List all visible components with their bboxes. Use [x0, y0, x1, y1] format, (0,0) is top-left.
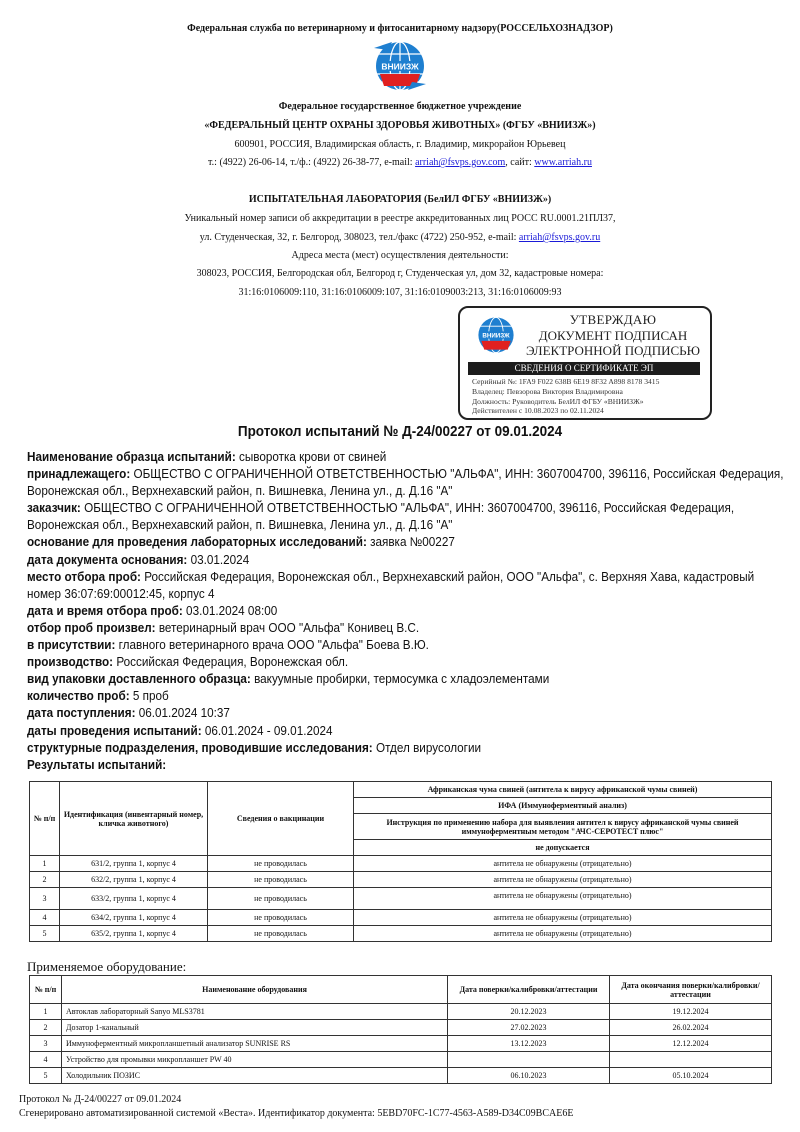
- eq-num-header: № п/п: [30, 976, 62, 1004]
- eq-name-header: Наименование оборудования: [62, 976, 448, 1004]
- field-customer: заказчик: ОБЩЕСТВО С ОГРАНИЧЕННОЙ ОТВЕТСТВЕННОСТЬЮ "АЛЬФА", ИНН: 3607004700, 396116, Российская Федерация, Воронежская обл., Верхнехавский район, п. Вишневка, Ленина ул., д. Д.16 "А": [27, 501, 735, 533]
- stamp-position: Должность: Руководитель БелИЛ ФГБУ «ВНИИЗЖ»: [472, 396, 644, 406]
- equipment-heading: Применяемое оборудование:: [27, 959, 187, 974]
- eq-end-date-header: Дата окончания поверки/калибровки/аттестации: [610, 976, 772, 1004]
- col-method-header: ИФА (Иммуноферментный анализ): [354, 798, 772, 814]
- institution-type: Федеральное государственное бюджетное учреждение: [278, 101, 522, 112]
- lab-address: [0, 232, 800, 243]
- col-num-header: № п/п: [30, 782, 60, 856]
- lab-cadastral-numbers: 31:16:0106009:110, 31:16:0106009:107, 31:16:0109003:213, 31:16:0106009:93: [238, 287, 562, 298]
- field-receipt-date: дата поступления: 06.01.2024 10:37: [27, 706, 230, 721]
- equipment-table: [29, 975, 772, 1084]
- eq-date-header: Дата поверки/калибровки/аттестации: [448, 976, 610, 1004]
- table-row: 2 Дозатор 1-канальный 27.02.2023 26.02.2024: [30, 1020, 772, 1036]
- email-link[interactable]: arriah@fsvps.gov.com: [415, 157, 506, 168]
- field-in-presence: в присутствии: главного ветеринарного врача ООО "Альфа" Боева В.Ю.: [27, 638, 429, 653]
- results-table: [29, 781, 772, 942]
- stamp-logo-icon: [474, 314, 518, 356]
- table-row: 5 635/2, группа 1, корпус 4 не проводилась антитела не обнаружены (отрицательно): [30, 926, 772, 942]
- col-disease-header: Африканская чума свиней (антитела к вирусу африканской чумы свиней): [354, 782, 772, 798]
- table-row: 4 634/2, группа 1, корпус 4 не проводилась антитела не обнаружены (отрицательно): [30, 910, 772, 926]
- table-row: 1 Автоклав лабораторный Sanyo MLS3781 20.12.2023 19.12.2024: [30, 1004, 772, 1020]
- field-sample-count: количество проб: 5 проб: [27, 689, 169, 704]
- vniizzh-logo-icon: [370, 38, 430, 94]
- lab-activity-address: 308023, РОССИЯ, Белгородская обл, Белгород г, Студенческая ул, дом 32, кадастровые номера:: [196, 268, 604, 279]
- stamp-signed: ДОКУМЕНТ ПОДПИСАН: [538, 328, 688, 343]
- table-row: 2 632/2, группа 1, корпус 4 не проводилась антитела не обнаружены (отрицательно): [30, 872, 772, 888]
- field-sampling-place: место отбора проб: Российская Федерация, Воронежская обл., Верхнехавский район, ООО "Альфа", с. Верхняя Хава, кадастровый номер 36:07:69:00012:45, корпус 4: [27, 569, 755, 601]
- table-row: 3 633/2, группа 1, корпус 4 не проводилась антитела не обнаружены (отрицательно): [30, 888, 772, 910]
- stamp-approve: УТВЕРЖДАЮ: [569, 312, 657, 327]
- svg-text:ВНИИЗЖ: ВНИИЗЖ: [482, 332, 510, 340]
- col-vacc-header: Сведения о вакцинации: [208, 782, 354, 856]
- institution-address: 600901, РОССИЯ, Владимирская область, г. Владимир, микрорайон Юрьевец: [234, 139, 566, 150]
- field-basis-date: дата документа основания: 03.01.2024: [27, 552, 250, 567]
- lab-name: ИСПЫТАТЕЛЬНАЯ ЛАБОРАТОРИЯ (БелИЛ ФГБУ «ВНИИЗЖ»): [248, 194, 552, 205]
- col-instruction-header: Инструкция по применению набора для выявления антител к вирусу африканской чумы свиней иммуноферментным методом "АЧС-СЕРОТЕСТ плюс": [354, 814, 772, 840]
- svg-text:ВНИИЗЖ: ВНИИЗЖ: [381, 61, 419, 72]
- table-row: 1 631/2, группа 1, корпус 4 не проводилась антитела не обнаружены (отрицательно): [30, 856, 772, 872]
- field-sampled-by: отбор проб произвел: ветеринарный врач ООО "Альфа" Конивец В.С.: [27, 620, 420, 635]
- field-sampling-datetime: дата и время отбора проб: 03.01.2024 08:00: [27, 603, 278, 618]
- institution-name: «ФЕДЕРАЛЬНЫЙ ЦЕНТР ОХРАНЫ ЗДОРОВЬЯ ЖИВОТНЫХ» (ФГБУ «ВНИИЗЖ»): [204, 120, 596, 131]
- site-prefix: , сайт:: [505, 157, 535, 168]
- footer-protocol-ref: Протокол № Д-24/00227 от 09.01.2024: [19, 1094, 182, 1105]
- field-owner: принадлежащего: ОБЩЕСТВО С ОГРАНИЧЕННОЙ ОТВЕТСТВЕННОСТЬЮ "АЛЬФА", ИНН: 3607004700, 396116, Российская Федерация, Воронежская обл., Верхнехавский район, п. Вишневка, Ленина ул., д. Д.16 "А": [27, 467, 784, 499]
- field-basis: основание для проведения лабораторных исследований: заявка №00227: [27, 535, 455, 550]
- site-link[interactable]: www.arriah.ru: [534, 157, 592, 168]
- field-production: производство: Российская Федерация, Воронежская обл.: [27, 655, 349, 670]
- footer-generated-by: Сгенерировано автоматизированной системой «Веста». Идентификатор документа: 5EBD70FC-1C77-4563-A589-D34C09BCAE6E: [19, 1108, 574, 1119]
- protocol-title: Протокол испытаний № Д-24/00227 от 09.01.2024: [237, 423, 563, 440]
- table-row: 5 Холодильник ПОЗИС 06.10.2023 05.10.2024: [30, 1068, 772, 1084]
- field-sample-name: Наименование образца испытаний: сыворотка крови от свиней: [27, 450, 387, 464]
- table-row: 3 Иммуноферментный микропланшетный анализатор SUNRISE RS 13.12.2023 12.12.2024: [30, 1036, 772, 1052]
- field-packaging: вид упаковки доставленного образца: вакуумные пробирки, термосумка с хладоэлементами: [27, 672, 550, 687]
- institution-contacts: [0, 157, 800, 168]
- stamp-certificate-bar: СВЕДЕНИЯ О СЕРТИФИКАТЕ ЭП: [468, 362, 700, 375]
- field-test-dates: даты проведения испытаний: 06.01.2024 - 09.01.2024: [27, 723, 333, 738]
- stamp-serial: Серийный №: 1FA9 F022 638B 6E19 8F32 A898 8178 3415: [472, 377, 660, 386]
- lab-address-text: ул. Студенческая, 32, г. Белгород, 308023, тел./факс (4722) 250-952, e-mail:: [199, 232, 519, 243]
- field-departments: структурные подразделения, проводившие исследования: Отдел вирусологии: [27, 740, 482, 755]
- col-ident-header: Идентификация (инвентарный номер, кличка животного): [60, 782, 208, 856]
- e-signature-stamp: [458, 306, 712, 420]
- table-row: 4 Устройство для промывки микропланшет PW 40: [30, 1052, 772, 1068]
- stamp-valid: Действителен с 10.08.2023 по 02.11.2024: [472, 406, 604, 416]
- sample-details: [27, 449, 787, 774]
- col-norm-header: не допускается: [354, 840, 772, 856]
- contacts-text: т.: (4922) 26-06-14, т./ф.: (4922) 26-38-77, e-mail:: [208, 157, 416, 168]
- lab-accreditation: Уникальный номер записи об аккредитации в реестре аккредитованных лиц РОСС RU.0001.21ПЛ37,: [184, 213, 616, 224]
- lab-email-link[interactable]: arriah@fsvps.gov.ru: [518, 232, 601, 243]
- stamp-certificate-info: [472, 377, 659, 416]
- stamp-electronic: ЭЛЕКТРОННОЙ ПОДПИСЬЮ: [526, 343, 700, 358]
- agency-name: Федеральная служба по ветеринарному и фитосанитарному надзору(РОССЕЛЬХОЗНАДЗОР): [187, 23, 613, 34]
- lab-activity-label: Адреса места (мест) осуществления деятельности:: [291, 250, 509, 261]
- results-heading: Результаты испытаний:: [27, 757, 167, 772]
- stamp-owner: Владелец: Певзорова Виктория Владимировна: [472, 386, 623, 396]
